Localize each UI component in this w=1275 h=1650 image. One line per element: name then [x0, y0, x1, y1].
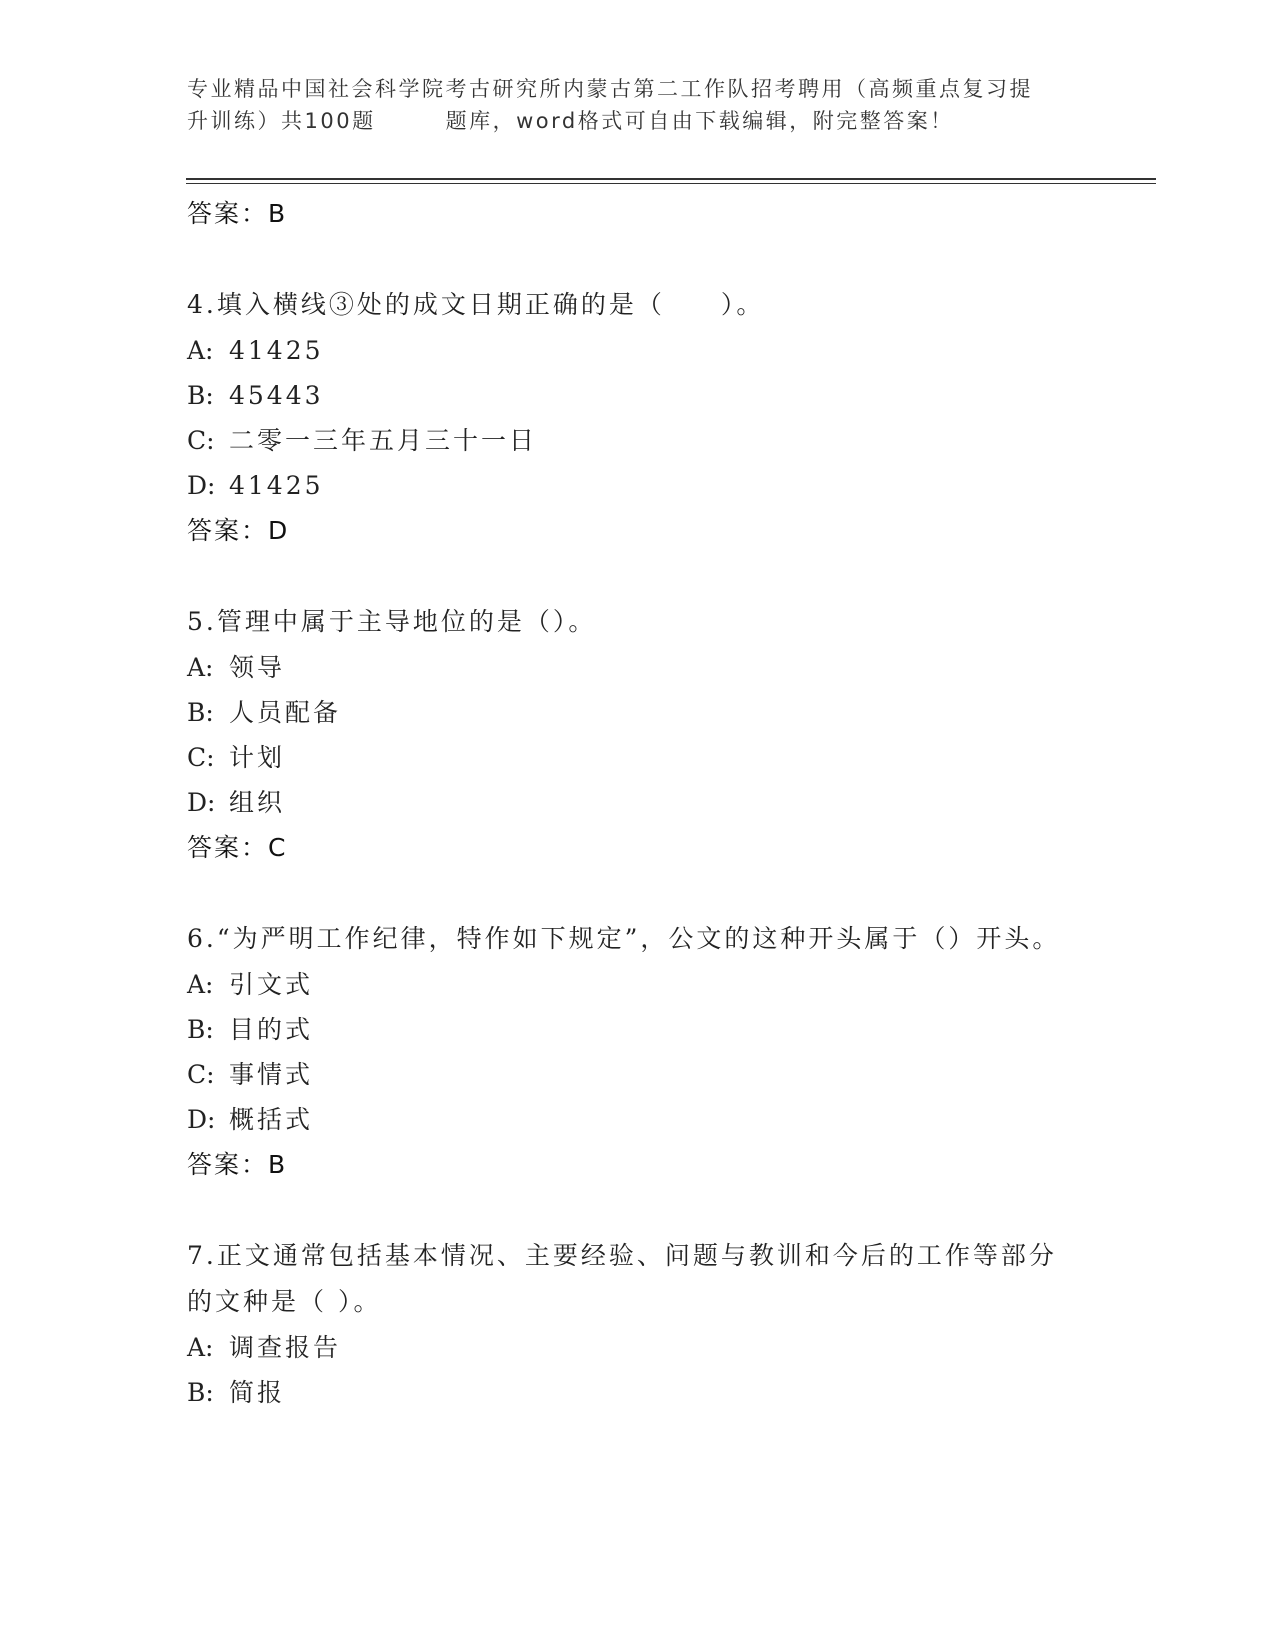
- answer: 答案：C: [187, 833, 288, 862]
- question-block: [187, 282, 1067, 553]
- option-text: 事情式: [229, 1060, 314, 1089]
- answer: 答案：B: [187, 1150, 288, 1179]
- option-a: [187, 645, 1067, 690]
- previous-answer: 答案：B: [187, 199, 288, 228]
- option-label: D:: [187, 788, 216, 817]
- option-text: 41425: [229, 471, 324, 500]
- option-label: C:: [187, 426, 215, 455]
- option-b: [187, 1007, 1067, 1052]
- option-text: 45443: [229, 381, 324, 410]
- option-text: 概括式: [229, 1105, 314, 1134]
- page-header: [187, 73, 1097, 137]
- question-text: 7.正文通常包括基本情况、主要经验、问题与教训和今后的工作等部分的文种是（ ）。: [187, 1241, 1057, 1316]
- option-c: [187, 735, 1067, 780]
- option-text: 组织: [229, 788, 286, 817]
- header-line-2-part-1: 升训练）共100题: [187, 109, 376, 133]
- option-d: [187, 1097, 1067, 1142]
- header-line-2-part-2: 题库，word格式可自由下载编辑，附完整答案！: [445, 109, 954, 133]
- option-text: 目的式: [229, 1015, 314, 1044]
- option-label: B:: [187, 1378, 214, 1407]
- option-d: [187, 780, 1067, 825]
- option-b: [187, 1370, 1067, 1415]
- option-b: [187, 373, 1067, 418]
- option-label: A:: [187, 1333, 214, 1362]
- question-list: [187, 191, 1067, 1415]
- option-text: 人员配备: [229, 698, 342, 727]
- option-text: 领导: [229, 653, 286, 682]
- question-block: [187, 916, 1067, 1187]
- option-label: D:: [187, 471, 216, 500]
- header-divider-thin: [186, 183, 1156, 184]
- option-c: [187, 1052, 1067, 1097]
- option-a: [187, 1325, 1067, 1370]
- question-text: 4.填入横线③处的成文日期正确的是（ ）。: [187, 290, 765, 319]
- option-text: 计划: [229, 743, 286, 772]
- option-label: C:: [187, 1060, 215, 1089]
- option-label: C:: [187, 743, 215, 772]
- option-a: [187, 328, 1067, 373]
- header-line-2: [187, 105, 1097, 137]
- option-text: 41425: [229, 336, 324, 365]
- option-label: B:: [187, 1015, 214, 1044]
- option-label: B:: [187, 381, 214, 410]
- question-block: [187, 599, 1067, 870]
- option-label: A:: [187, 970, 214, 999]
- option-label: A:: [187, 336, 214, 365]
- header-line-1: 专业精品中国社会科学院考古研究所内蒙古第二工作队招考聘用（高频重点复习提: [187, 77, 1033, 101]
- option-b: [187, 690, 1067, 735]
- answer: 答案：D: [187, 516, 290, 545]
- option-label: D:: [187, 1105, 216, 1134]
- option-text: 二零一三年五月三十一日: [229, 426, 538, 455]
- question-text: 5.管理中属于主导地位的是（）。: [187, 607, 597, 636]
- option-d: [187, 463, 1067, 508]
- question-block: [187, 1233, 1067, 1415]
- option-a: [187, 962, 1067, 1007]
- option-text: 调查报告: [229, 1333, 342, 1362]
- option-label: B:: [187, 698, 214, 727]
- option-c: [187, 418, 1067, 463]
- option-text: 简报: [229, 1378, 286, 1407]
- question-text: 6.“为严明工作纪律，特作如下规定”，公文的这种开头属于（）开头。: [187, 924, 1061, 953]
- option-label: A:: [187, 653, 214, 682]
- option-text: 引文式: [229, 970, 314, 999]
- header-divider-thick: [186, 178, 1156, 180]
